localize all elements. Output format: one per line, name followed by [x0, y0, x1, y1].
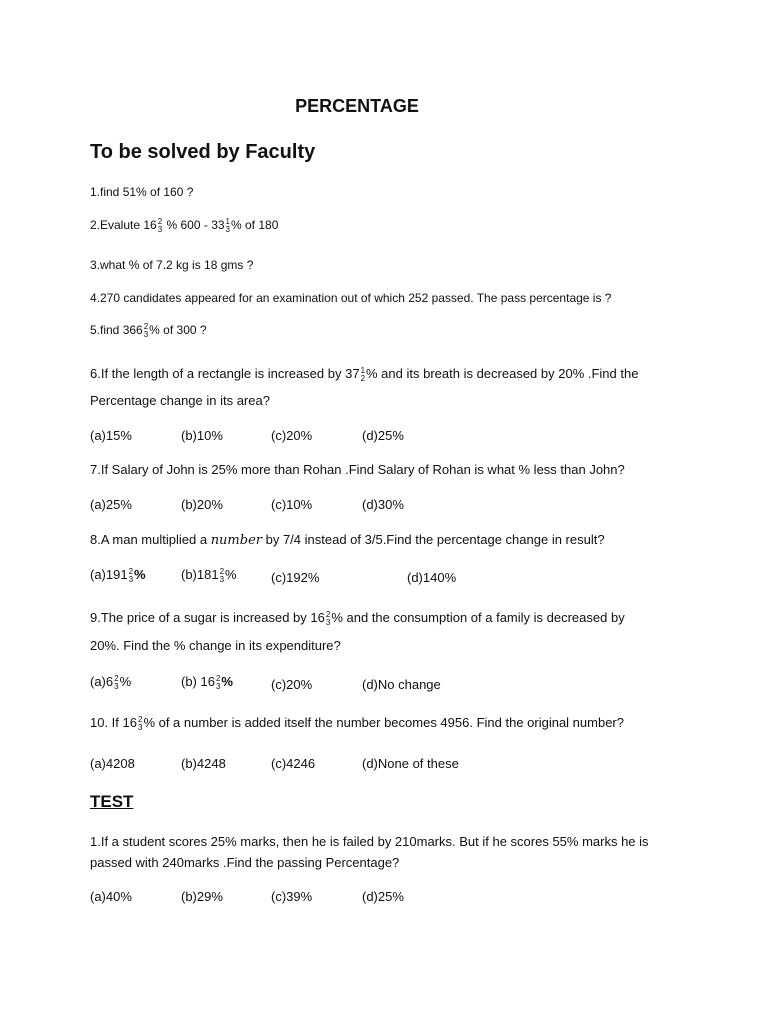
- option-c: (c)39%: [271, 889, 313, 904]
- question-10: 10. If 16 2 3 % of a number is added itself the number becomes 4956. Find the original number?: [90, 714, 624, 732]
- option-a: (a)191 2 3 %: [90, 566, 146, 584]
- option-d: (d)140%: [407, 570, 457, 585]
- question-7: 7.If Salary of John is 25% more than Rohan .Find Salary of Rohan is what % less than John?: [90, 462, 625, 477]
- test-question-1-line-2: passed with 240marks .Find the passing Percentage?: [90, 855, 400, 870]
- option-a: (a)6 2 3 %: [90, 673, 132, 691]
- option-b: (b)4248: [181, 756, 226, 771]
- option-d: (d)25%: [362, 889, 404, 904]
- option-b: (b)29%: [181, 889, 223, 904]
- page-title: PERCENTAGE: [295, 96, 419, 116]
- option-d: (d)None of these: [362, 756, 459, 771]
- fraction: 1 3: [225, 217, 230, 234]
- fraction: 2 3: [137, 714, 143, 732]
- fraction: 2 3: [219, 566, 225, 584]
- question-4: 4.270 candidates appeared for an examination out of which 252 passed. The pass percentage is ?: [90, 291, 612, 305]
- question-5: 5.find 366 2 3 % of 300 ?: [90, 322, 207, 339]
- question-6-line-2: Percentage change in its area?: [90, 393, 270, 408]
- option-b: (b) 16 2 3 %: [181, 673, 233, 691]
- option-c: (c)10%: [271, 497, 313, 512]
- question-9-line-2: 20%. Find the % change in its expenditure?: [90, 638, 341, 653]
- option-b: (b)20%: [181, 497, 223, 512]
- question-3: 3.what % of 7.2 kg is 18 gms ?: [90, 258, 254, 272]
- option-d: (d)30%: [362, 497, 404, 512]
- question-6: 6.If the length of a rectangle is increased by 37 1 2 % and its breath is decreased by 20% .Find the: [90, 365, 639, 383]
- option-a: (a)40%: [90, 889, 132, 904]
- test-question-1: 1.If a student scores 25% marks, then he is failed by 210marks. But if he scores 55% marks he is: [90, 834, 649, 849]
- option-c: (c)20%: [271, 428, 313, 443]
- section-heading-faculty: To be solved by Faculty: [90, 141, 316, 163]
- question-9: 9.The price of a sugar is increased by 16 2 3 % and the consumption of a family is decreased by: [90, 609, 625, 627]
- option-a: (a)25%: [90, 497, 132, 512]
- option-a: (a)4208: [90, 756, 135, 771]
- fraction: 2 3: [157, 217, 163, 234]
- fraction: 2 3: [128, 566, 134, 584]
- option-b: (b)10%: [181, 428, 223, 443]
- option-c: (c)192%: [271, 570, 320, 585]
- option-c: (c)20%: [271, 677, 313, 692]
- option-b: (b)181 2 3 %: [181, 566, 237, 584]
- fraction: 2 3: [325, 609, 331, 627]
- question-2: 2.Evalute 16 2 3 % 600 - 33 1 3 % of 180: [90, 217, 279, 234]
- fraction: 2 3: [215, 673, 221, 691]
- question-1: 1.find 51% of 160 ?: [90, 185, 194, 199]
- fraction: 2 3: [114, 673, 119, 691]
- fraction: 2 3: [143, 322, 149, 339]
- question-8: 8.A man multiplied a number by 7/4 instead of 3/5.Find the percentage change in result?: [90, 532, 605, 548]
- option-d: (d)No change: [362, 677, 441, 692]
- option-c: (c)4246: [271, 756, 316, 771]
- option-d: (d)25%: [362, 428, 404, 443]
- fraction: 1 2: [360, 365, 366, 383]
- option-a: (a)15%: [90, 428, 132, 443]
- section-heading-test: TEST: [90, 792, 134, 811]
